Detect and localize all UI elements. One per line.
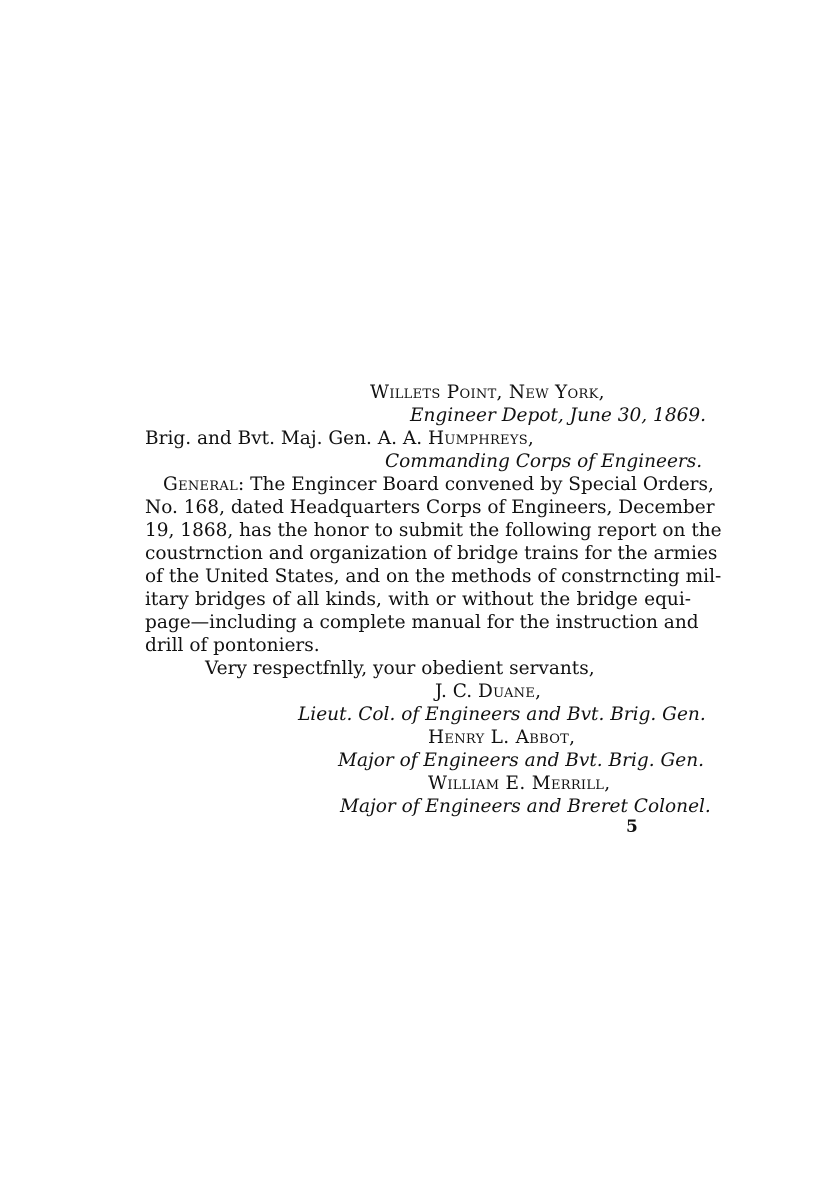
signatory-rank: Major of Engineers and Breret Colonel. (340, 796, 711, 817)
signatory-rank: Lieut. Col. of Engineers and Bvt. Brig. Gen. (298, 704, 706, 725)
signatory-name: Henry L. Abbot, (428, 727, 576, 748)
addressee-title: Commanding Corps of Engineers. (385, 451, 703, 472)
addressee-surname: Humphreys, (427, 428, 535, 449)
body-line: of the United States, and on the methods of constrncting mil- (145, 566, 722, 587)
body-line: 19, 1868, has the honor to submit the following report on the (145, 520, 722, 541)
signatory-name: William E. Merrill, (428, 773, 611, 794)
body-line: coustrnction and organization of bridge trains for the armies (145, 543, 718, 564)
signatory-rank: Major of Engineers and Bvt. Brig. Gen. (338, 750, 705, 771)
body-line: itary bridges of all kinds, with or without the bridge equi- (145, 589, 691, 610)
body-last-line: drill of pontoniers. (145, 635, 320, 656)
body-line: page—including a complete manual for the instruction and (145, 612, 699, 633)
body-line: No. 168, dated Headquarters Corps of Engineers, December (145, 497, 715, 518)
closing: Very respectfnlly, your obedient servants, (205, 658, 595, 679)
signatory-initials: J. C. (435, 681, 478, 702)
page-number: 5 (626, 817, 638, 837)
salutation: General (163, 474, 239, 495)
addressee-name-prefix: Brig. and Bvt. Maj. Gen. A. A. (145, 428, 428, 449)
addressee-name (145, 427, 534, 450)
signatory-surname: Duane, (478, 681, 542, 702)
body-first-line (163, 473, 714, 496)
letter-place: Willets Point, New York, (370, 382, 605, 403)
signatory-name (435, 680, 541, 703)
body-first-text: : The Engincer Board convened by Special Orders, (238, 474, 714, 495)
letter-depot-date: Engineer Depot, June 30, 1869. (410, 405, 707, 426)
